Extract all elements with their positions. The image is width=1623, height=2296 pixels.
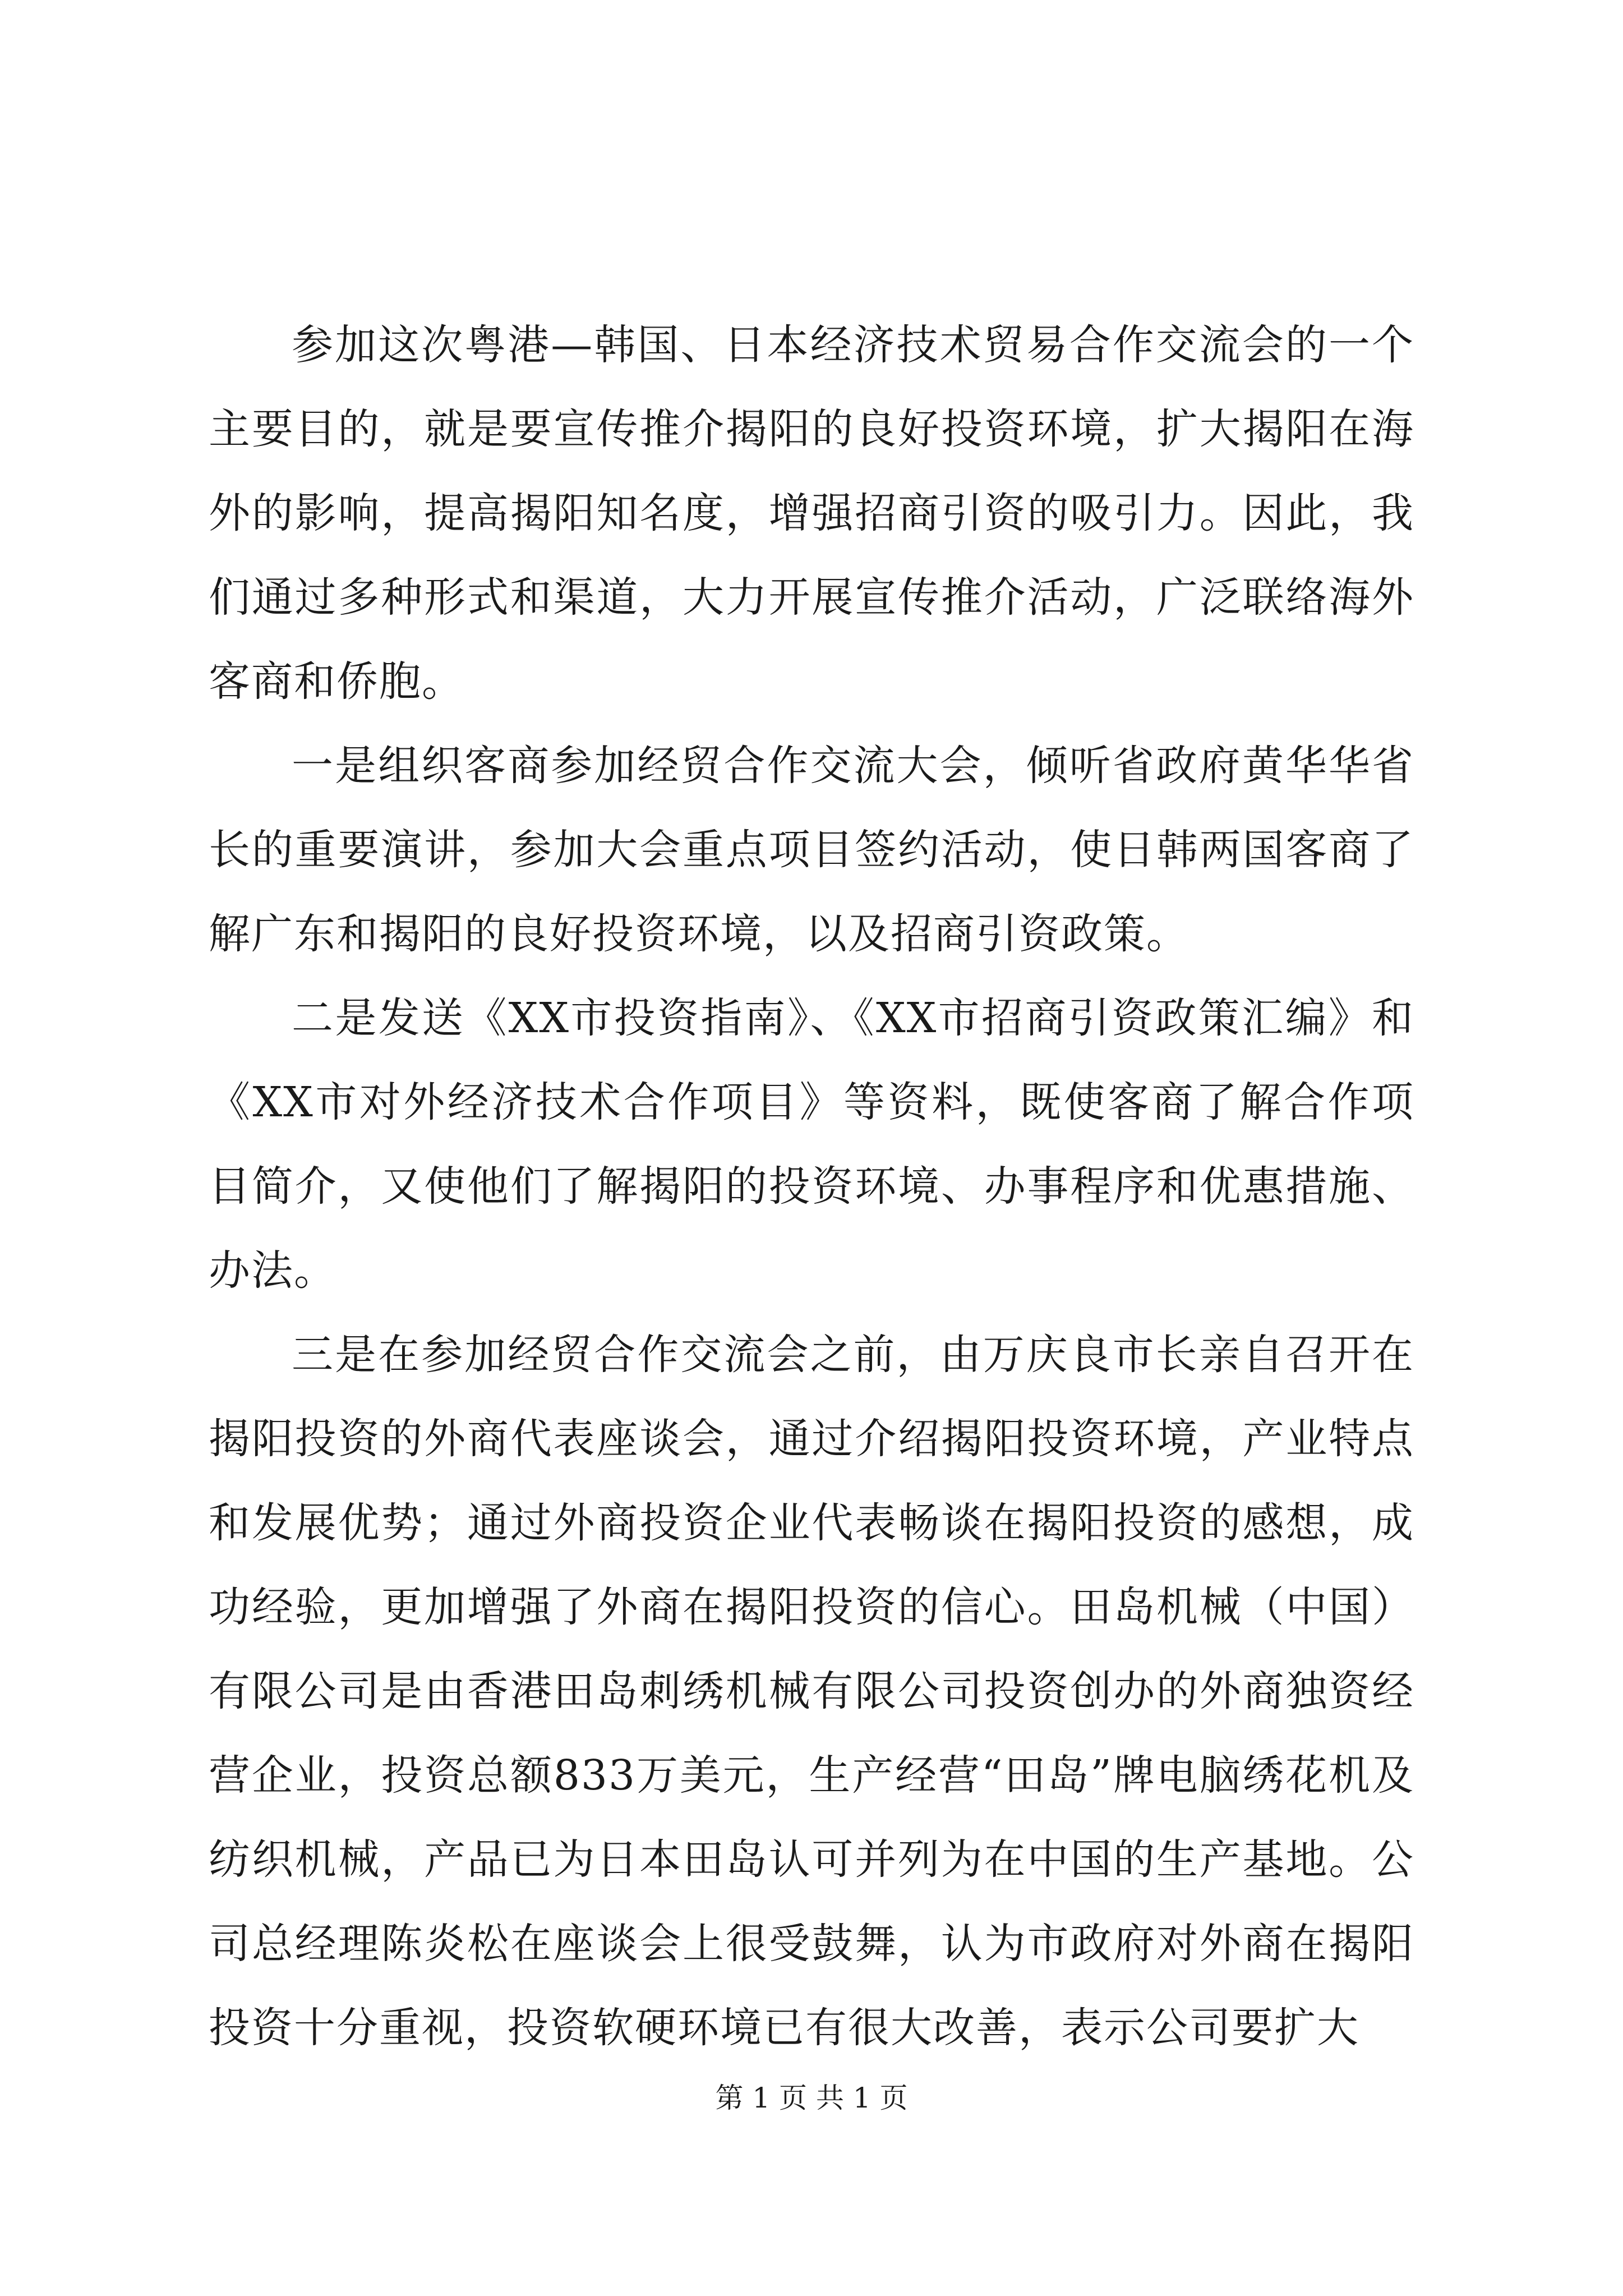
paragraph-point-two: 二是发送《XX市投资指南》、《XX市招商引资政策汇编》和《XX市对外经济技术合作项目》等资料，既使客商了解合作项目简介，又使他们了解揭阳的投资环境、办事程序和优惠措施、办法。 <box>209 994 1414 1295</box>
paragraph-point-three: 三是在参加经贸合作交流会之前，由万庆良市长亲自召开在揭阳投资的外商代表座谈会，通过介绍揭阳投资环境，产业特点和发展优势；通过外商投资企业代表畅谈在揭阳投资的感想，成功经验，更加增强了外商在揭阳投资的信心。田岛机械（中国）有限公司是由香港田岛刺绣机械有限公司投资创办的外商独资经营企业，投资总额833万美元，生产经营“田岛”牌电脑绣花机及纺织机械，产品已为日本田岛认可并列为在中国的生产基地。公司总经理陈炎松在座谈会上很受鼓舞，认为市政府对外商在揭阳投资十分重视，投资软硬环境已有很大改善，表示公司要扩大 <box>209 1331 1414 2052</box>
paragraph-intro: 参加这次粤港—韩国、日本经济技术贸易合作交流会的一个主要目的，就是要宣传推介揭阳的良好投资环境，扩大揭阳在海外的影响，提高揭阳知名度，增强招商引资的吸引力。因此，我们通过多种形式和渠道，大力开展宣传推介活动，广泛联络海外客商和侨胞。 <box>209 321 1414 706</box>
document-body <box>209 303 1414 2070</box>
paragraph-point-one: 一是组织客商参加经贸合作交流大会，倾听省政府黄华华省长的重要演讲，参加大会重点项目签约活动，使日韩两国客商了解广东和揭阳的良好投资环境，以及招商引资政策。 <box>209 742 1414 958</box>
page-footer: 第 1 页 共 1 页 <box>715 2082 908 2114</box>
